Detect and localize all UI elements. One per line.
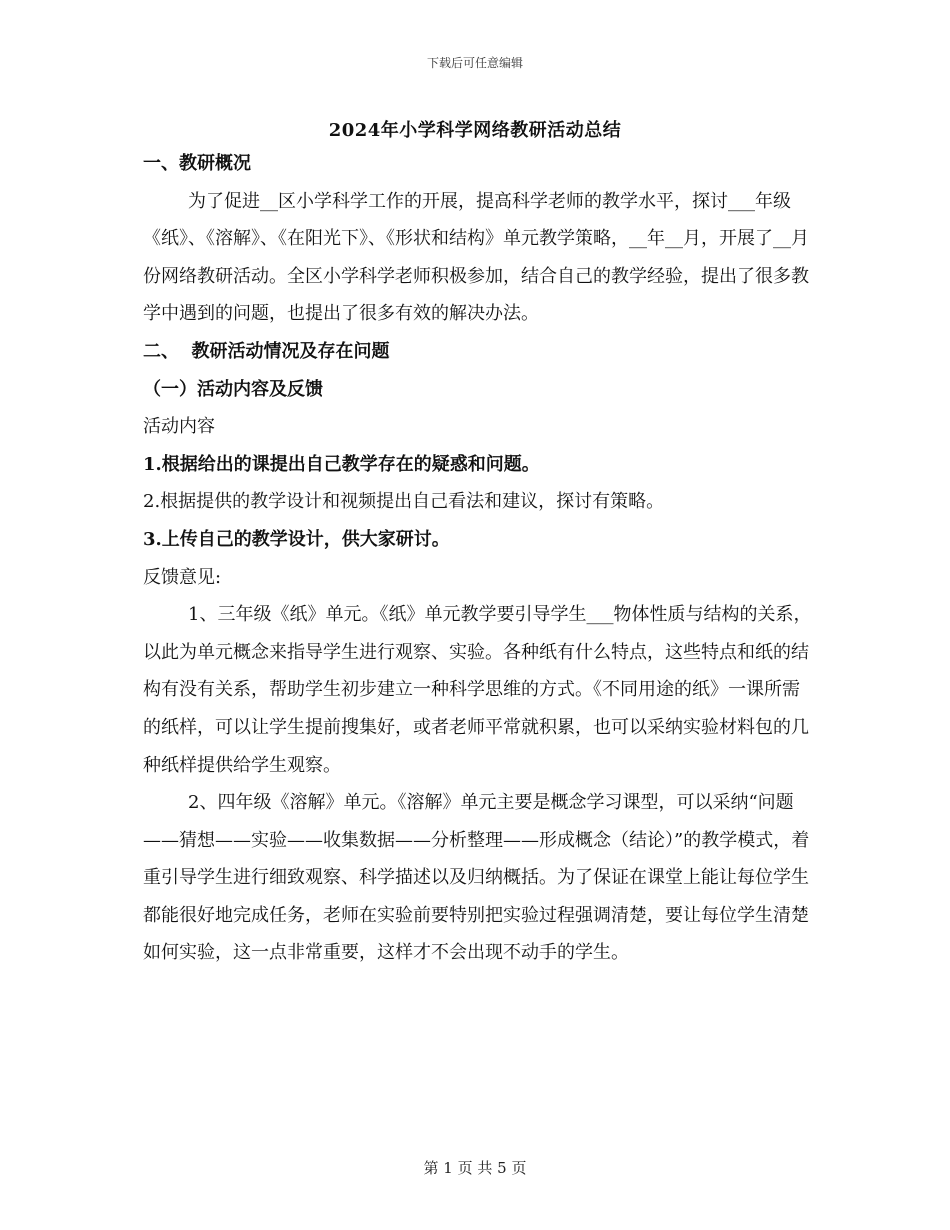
activity-item-1: 1.根据给出的课提出自己教学存在的疑惑和问题。 [143,453,540,475]
activity-label: 活动内容 [143,416,215,438]
activity-item-3: 3.上传自己的教学设计，供大家研讨。 [143,528,450,550]
feedback-paragraph-1: 1、三年级《纸》单元。《纸》单元教学要引导学生___物体性质与结构的关系，以此为单元概念来指导学生进行观察、实验。各种纸有什么特点，这些特点和纸的结构有没有关系，帮助学生初步建立一种科学思维的方式。《不同用途的纸》一课所需的纸样，可以让学生提前搜集好，或者老师平常就积累，也可以采纳实验材料包的几种纸样提供给学生观察。 [143,604,812,776]
subsection1-heading: （一）活动内容及反馈 [143,378,323,400]
feedback-label: 反馈意见: [143,566,222,588]
activity-item-2: 2.根据提供的教学设计和视频提出自己看法和建议，探讨有策略。 [143,491,665,513]
section2-heading: 二、 教研活动情况及存在问题 [143,340,390,362]
section1-heading: 一、教研概况 [143,153,251,174]
section1-paragraph: 为了促进__区小学科学工作的开展，提高科学老师的教学水平，探讨___年级《纸》、《溶解》、《在阳光下》、《形状和结构》单元教学策略，__年__月，开展了__月份网络教研活动。全区小学科学老师积极参加，结合自己的教学经验，提出了很多教学中遇到的问题，也提出了很多有效的解决办法。 [143,190,809,325]
document-body [143,145,815,972]
feedback-paragraph-2: 2、四年级《溶解》单元。《溶解》单元主要是概念学习课型，可以采纳“问题——猜想——实验——收集数据——分析整理——形成概念（结论）”的教学模式，着重引导学生进行细致观察、科学描述以及归纳概括。为了保证在课堂上能让每位学生都能很好地完成任务，老师在实验前要特别把实验过程强调清楚，要让每位学生清楚如何实验，这一点非常重要，这样才不会出现不动手的学生。 [143,792,810,964]
page-number: 第 1 页 共 5 页 [423,1159,527,1177]
page-title: 2024年小学科学网络教研活动总结 [328,120,622,141]
header-note: 下载后可任意编辑 [426,56,523,70]
